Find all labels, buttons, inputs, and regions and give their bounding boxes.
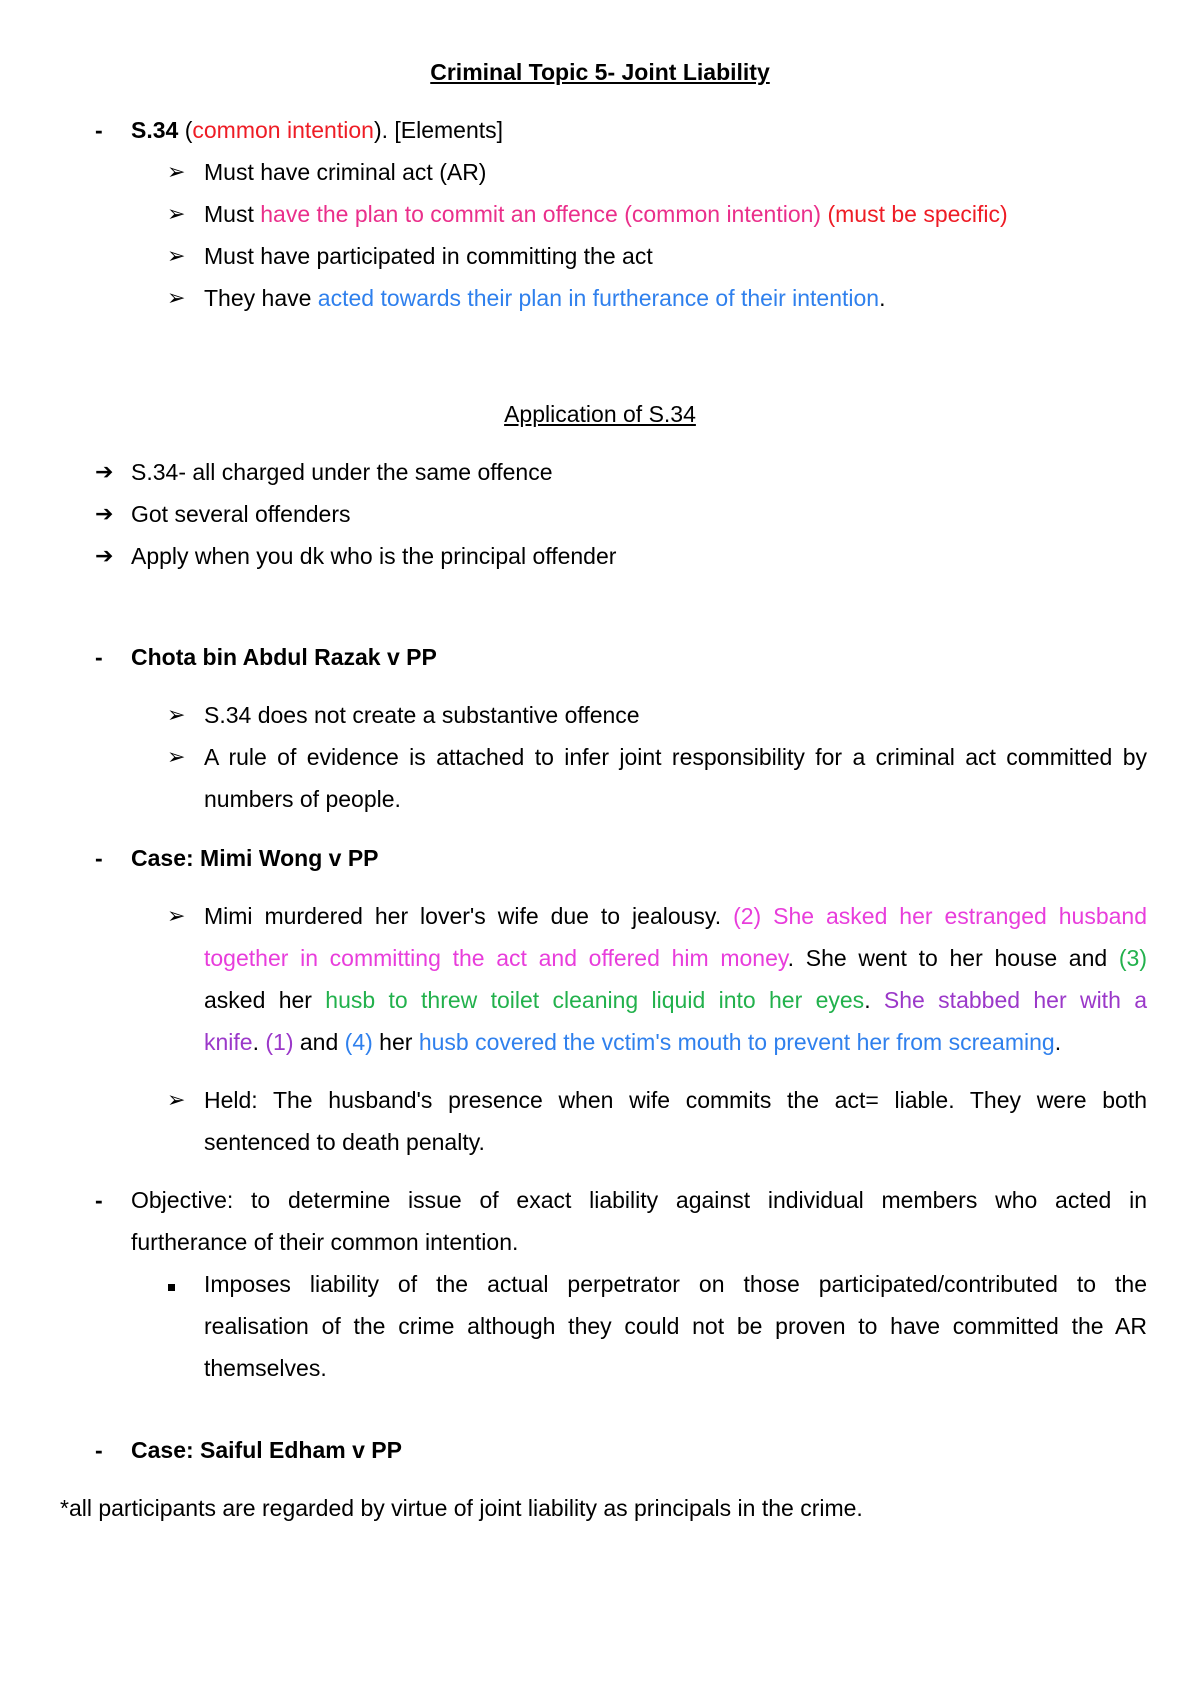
case-saiful-title: Case: Saiful Edham v PP <box>131 1437 402 1463</box>
element-note: (must be specific) <box>827 201 1008 227</box>
bold-arrow-icon: ➔ <box>95 543 114 568</box>
chota-point-line: A rule of evidence is attached to infer joint responsibility for a criminal act committed by <box>204 744 1147 770</box>
mimi-text: Mimi murdered her lover's wife due to jealousy. <box>204 903 734 929</box>
chota-point: S.34 does not create a substantive offence <box>204 702 640 728</box>
objective-line: Objective: to determine issue of exact liability against individual members who acted in <box>131 1187 1147 1213</box>
s34-label: S.34 <box>131 117 179 143</box>
element-text: Must <box>204 201 261 227</box>
arrow-bullet-icon: ➢ <box>167 744 186 769</box>
arrow-bullet-icon: ➢ <box>167 243 186 268</box>
footnote: *all participants are regarded by virtue of joint liability as principals in the crime. <box>60 1495 863 1521</box>
bold-arrow-icon: ➔ <box>95 501 114 526</box>
s34-elements-label: ). [Elements] <box>373 117 504 143</box>
arrow-bullet-icon: ➢ <box>167 1087 186 1112</box>
element-text: . <box>879 285 886 311</box>
dash-bullet: - <box>95 117 103 143</box>
element-common-plan <box>204 200 1008 228</box>
mimi-step-4-number: (4) <box>344 1029 373 1055</box>
application-item: Apply when you dk who is the principal offender <box>131 543 617 569</box>
mimi-step-1: She stabbed her with a <box>883 987 1147 1013</box>
mimi-text: . She went to her house and <box>787 945 1119 971</box>
bold-arrow-icon: ➔ <box>95 459 114 484</box>
dash-bullet: - <box>95 1437 103 1463</box>
arrow-bullet-icon: ➢ <box>167 903 186 928</box>
mimi-facts-line <box>204 986 1147 1014</box>
document-title: Criminal Topic 5- Joint Liability <box>430 59 770 85</box>
mimi-text: . <box>864 987 884 1013</box>
square-bullet-icon <box>168 1270 175 1298</box>
case-chota-title: Chota bin Abdul Razak v PP <box>131 644 437 670</box>
dash-bullet: - <box>95 644 103 670</box>
s34-common-intention: common intention <box>192 117 374 143</box>
mimi-step-4: husb covered the vctim's mouth to prevent her from screaming <box>418 1029 1055 1055</box>
arrow-bullet-icon: ➢ <box>167 159 186 184</box>
application-item: Got several offenders <box>131 501 351 527</box>
mimi-held-line: Held: The husband's presence when wife commits the act= liable. They were both <box>204 1087 1147 1113</box>
mimi-facts-line <box>204 944 1147 972</box>
dash-bullet: - <box>95 845 103 871</box>
chota-point-line: numbers of people. <box>204 786 401 812</box>
mimi-step-3: husb to threw toilet cleaning liquid into her eyes <box>325 987 865 1013</box>
s34-heading <box>131 116 503 144</box>
mimi-step-3-number: (3) <box>1118 945 1148 971</box>
arrow-bullet-icon: ➢ <box>167 285 186 310</box>
objective-line: furtherance of their common intention. <box>131 1229 519 1255</box>
element-highlight: acted towards their plan in furtherance of their intention <box>317 285 880 311</box>
dash-bullet: - <box>95 1187 103 1213</box>
mimi-facts-line <box>204 1028 1061 1056</box>
objective-sub-line: realisation of the crime although they could not be proven to have committed the AR <box>204 1313 1147 1339</box>
mimi-text: her <box>372 1029 419 1055</box>
objective-sub-line: Imposes liability of the actual perpetrator on those participated/contributed to the <box>204 1271 1147 1297</box>
arrow-bullet-icon: ➢ <box>167 702 186 727</box>
application-item: S.34- all charged under the same offence <box>131 459 553 485</box>
mimi-text: . <box>1054 1029 1062 1055</box>
mimi-held-line: sentenced to death penalty. <box>204 1129 485 1155</box>
element-participation: Must have participated in committing the act <box>204 243 653 269</box>
mimi-text: and <box>293 1029 345 1055</box>
mimi-text: . <box>252 1029 266 1055</box>
element-criminal-act: Must have criminal act (AR) <box>204 159 487 185</box>
application-heading: Application of S.34 <box>504 401 696 427</box>
mimi-step-2: (2) She asked her estranged husband <box>733 903 1147 929</box>
mimi-step-1: knife <box>204 1029 253 1055</box>
mimi-facts-line <box>204 902 1147 930</box>
element-text: They have <box>204 285 318 311</box>
mimi-text: asked her <box>204 987 326 1013</box>
mimi-step-2: together in committing the act and offered him money <box>204 945 788 971</box>
element-furtherance <box>204 284 885 312</box>
s34-open-paren: ( <box>178 117 193 143</box>
arrow-bullet-icon: ➢ <box>167 201 186 226</box>
element-highlight: have the plan to commit an offence (common intention) <box>260 201 828 227</box>
mimi-step-1-number: (1) <box>265 1029 294 1055</box>
case-mimi-title: Case: Mimi Wong v PP <box>131 845 379 871</box>
objective-sub-line: themselves. <box>204 1355 327 1381</box>
